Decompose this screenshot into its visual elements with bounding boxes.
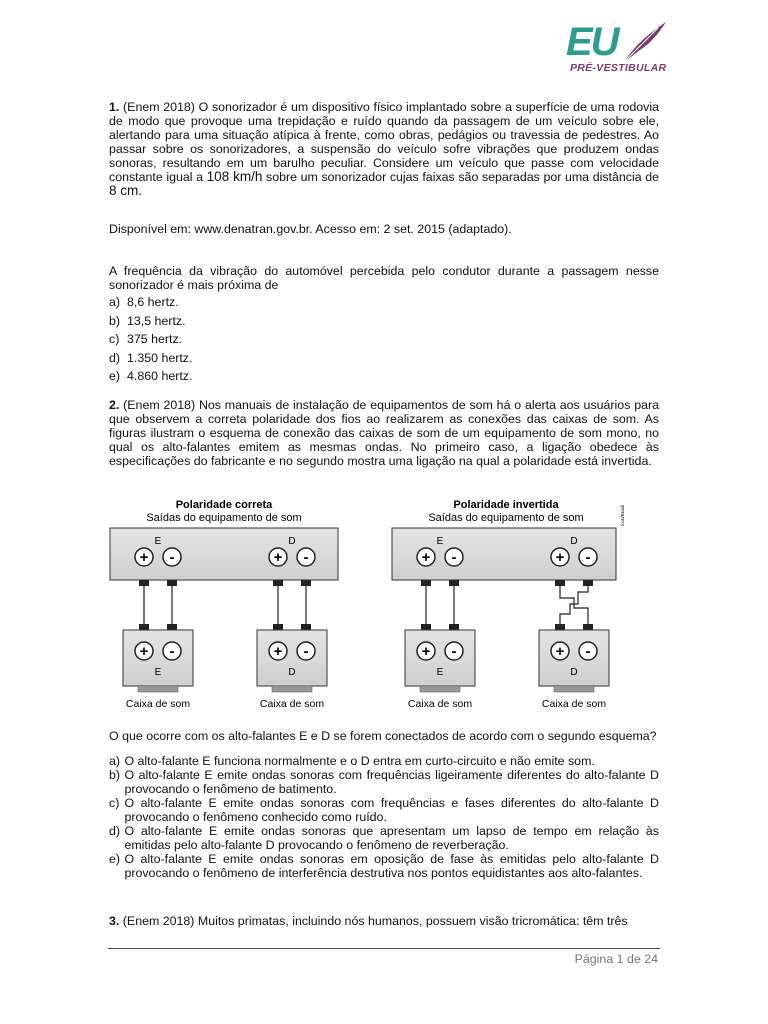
question-2-text <box>109 398 659 468</box>
alternative-b: b) 13,5 hertz. <box>109 313 186 328</box>
panel-title: Polaridade invertida <box>453 499 559 511</box>
svg-text:+: + <box>421 643 431 660</box>
question-3-text <box>109 914 659 928</box>
output-label: D <box>570 536 578 547</box>
minus-sign: - <box>303 549 309 566</box>
question-number: 2. <box>109 398 120 412</box>
panel-inverted <box>392 499 625 710</box>
svg-text:+: + <box>273 643 283 660</box>
output-label: E <box>154 536 162 547</box>
svg-text:-: - <box>451 549 457 566</box>
plus-sign: + <box>273 549 283 566</box>
option-b: b) O alto-falante E emite ondas sonoras com frequências ligeiramente diferentes do alto-falante D provocando o fenômeno de batimento. <box>109 768 659 796</box>
output-label: E <box>436 536 444 547</box>
svg-text:+: + <box>555 549 565 566</box>
feather-icon <box>618 20 670 64</box>
minus-sign: - <box>169 549 175 566</box>
alternative-c: c) 375 hertz. <box>109 332 183 347</box>
svg-text:-: - <box>585 643 591 660</box>
speaker-caption: Caixa de som <box>125 698 191 710</box>
speaker-label: D <box>288 667 296 678</box>
question-2-prompt: O que ocorre com os alto-falantes E e D se forem conectados de acordo com o segundo esquema? <box>109 729 657 743</box>
page-number: Página 1 de 24 <box>574 952 658 966</box>
svg-text:+: + <box>421 549 431 566</box>
question-body-cont: sobre um sonorizador cujas faixas são separadas por uma distância de <box>262 170 659 184</box>
speaker-label: E <box>436 667 444 678</box>
question-1-text <box>109 100 659 198</box>
options-list <box>109 754 659 880</box>
output-label: D <box>288 536 296 547</box>
option-e: e) O alto-falante E emite ondas sonoras em oposição de fase às emitidas pelo alto-falante D provocando o fenômeno de interferência destrutiva nos pontos equidistantes aos alto-falantes. <box>109 852 659 880</box>
svg-text:+: + <box>555 643 565 660</box>
question-number: 3. <box>109 914 120 928</box>
speaker-label: D <box>570 667 578 678</box>
panel-correct <box>110 499 338 710</box>
panel-title: Polaridade correta <box>175 499 273 511</box>
speaker-caption: Caixa de som <box>541 698 607 710</box>
question-body: (Enem 2018) Muitos primatas, incluindo nós humanos, possuem visão tricromática: têm três <box>122 914 628 928</box>
question-1-prompt: A frequência da vibração do automóvel percebida pelo condutor durante a passagem nesse sonorizador é mais próxima de <box>109 264 659 292</box>
logo <box>556 20 676 78</box>
polarity-figure <box>108 494 658 714</box>
svg-text:+: + <box>139 643 149 660</box>
question-body: (Enem 2018) Nos manuais de instalação de equipamentos de som há o alerta aos usuários para que observem a correta polaridade dos fios ao realizarem as conexões das caixas de som. As figuras ilustram o esquema de conexão das caixas de som de um equipamento de som mono, no qual os alto-falantes emitem as mesmas ondas. No primeiro caso, a ligação obedece às especificações do fabricante e no segundo mostra uma ligação na qual a polaridade está invertida. <box>109 398 659 468</box>
footer-divider <box>108 948 660 949</box>
svg-text:-: - <box>451 643 457 660</box>
source-citation: Disponível em: www.denatran.gov.br. Acesso em: 2 set. 2015 (adaptado). <box>109 222 512 236</box>
alternative-e: e) 4.860 hertz. <box>109 369 193 384</box>
svg-text:-: - <box>585 549 591 566</box>
logo-subtitle: PRÉ-VESTIBULAR <box>570 62 667 74</box>
speed-value: 108 km/h <box>206 169 263 184</box>
question-number: 1. <box>109 100 120 114</box>
plus-sign: + <box>139 549 149 566</box>
option-a: a) O alto-falante E funciona normalmente e o D entra em curto-circuito e não emite som. <box>109 754 595 768</box>
question-body: (Enem 2018) O sonorizador é um dispositivo físico implantado sobre a superfície de uma rodovia de modo que provoque uma trepidação e ruído quando da passagem de um veículo sobre ele, alertando para uma situação atípica à frente, como obras, pedágios ou travessia de pedestres. Ao passar sobre os sonorizadores, a suspensão do veículo sofre vibrações que produzem ondas sonoras, resultando em um barulho peculiar. Considere um veículo que passe com velocidade constante igual a <box>109 100 659 184</box>
panel-subtitle: Saídas do equipamento de som <box>146 512 302 524</box>
logo-main: EU <box>566 20 618 64</box>
image-credit: Icon/Brasil <box>620 504 625 526</box>
option-d: d) O alto-falante E emite ondas sonoras que apresentam um lapso de tempo em relação às emitidas pelo alto-falante D provocando o fenômeno de reverberação. <box>109 824 659 852</box>
alternative-a: a) 8,6 hertz. <box>109 295 179 310</box>
distance-value: 8 cm. <box>109 183 143 198</box>
speaker-label: E <box>154 667 162 678</box>
speaker-caption: Caixa de som <box>259 698 325 710</box>
svg-text:-: - <box>169 643 175 660</box>
speaker-caption: Caixa de som <box>407 698 473 710</box>
option-c: c) O alto-falante E emite ondas sonoras com frequências e fases diferentes do alto-falante D provocando o fenômeno conhecido como ruído. <box>109 796 659 824</box>
alternatives-list <box>109 293 192 386</box>
panel-subtitle: Saídas do equipamento de som <box>428 512 584 524</box>
alternative-d: d) 1.350 hertz. <box>109 350 193 365</box>
svg-text:-: - <box>303 643 309 660</box>
